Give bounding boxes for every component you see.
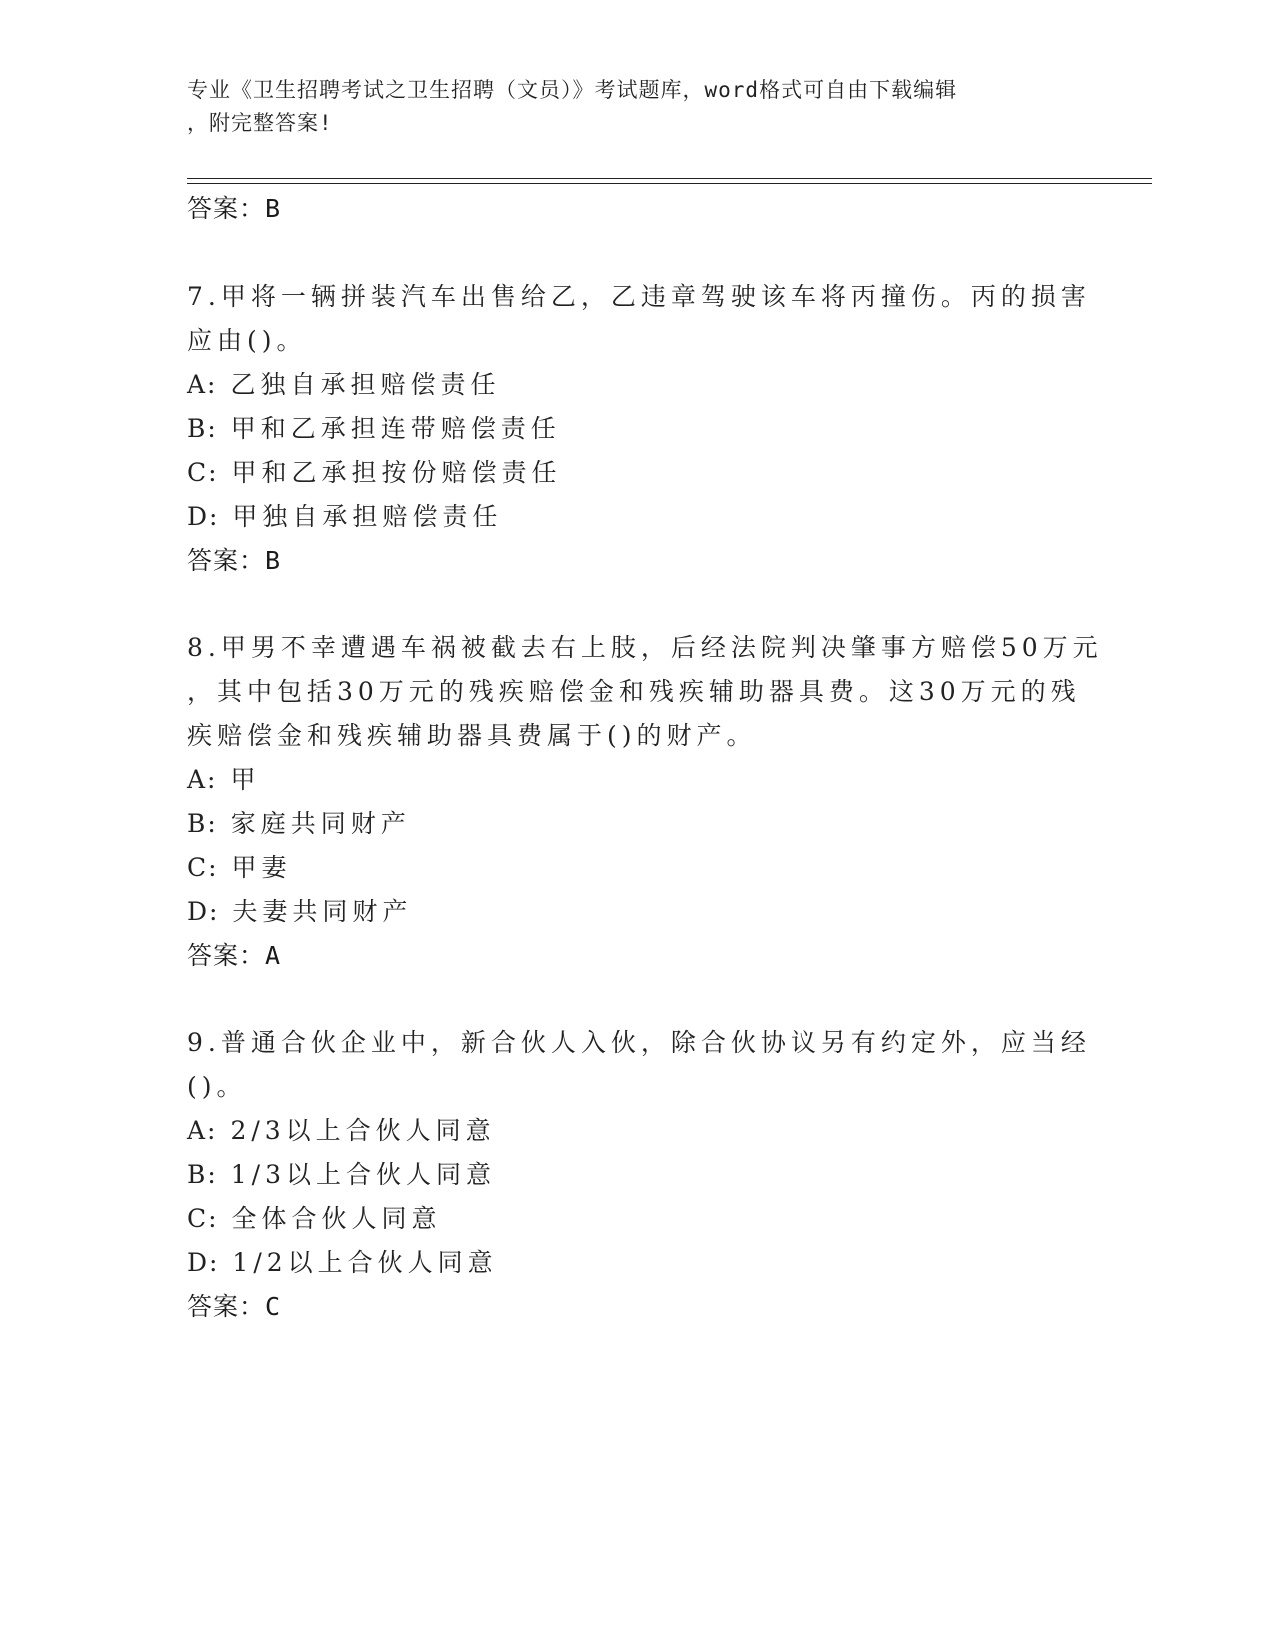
option-text: 甲和乙承担连带赔偿责任 — [230, 414, 561, 443]
question-7-option-d — [187, 501, 502, 533]
answer-label: 答案： — [187, 941, 266, 970]
option-letter: B: — [187, 1160, 218, 1189]
option-text: 1/2以上合伙人同意 — [232, 1248, 498, 1277]
option-text: 夫妻共同财产 — [232, 897, 413, 926]
question-9-answer — [187, 1291, 281, 1323]
question-9-option-b — [187, 1159, 496, 1191]
option-letter: B: — [187, 414, 218, 443]
question-8-line-2: ，其中包括30万元的残疾赔偿金和残疾辅助器具费。这30万元的残 — [187, 677, 1081, 706]
option-text: 家庭共同财产 — [230, 809, 411, 838]
answer-value: B — [265, 546, 282, 575]
header-rule-top — [187, 178, 1152, 179]
question-7-option-c — [187, 457, 562, 489]
question-7-line-1: 7.甲将一辆拼装汽车出售给乙，乙违章驾驶该车将丙撞伤。丙的损害 — [187, 282, 1091, 311]
answer-value: C — [265, 1292, 282, 1321]
option-letter: A: — [187, 370, 218, 399]
question-7-option-a — [187, 369, 500, 401]
question-7-option-b — [187, 413, 561, 445]
option-letter: B: — [187, 809, 218, 838]
header-line-1: 专业《卫生招聘考试之卫生招聘（文员）》考试题库，word格式可自由下载编辑 — [187, 78, 958, 102]
question-8-option-a — [187, 764, 260, 796]
answer-value: A — [265, 941, 282, 970]
document-header — [187, 74, 1087, 140]
option-text: 全体合伙人同意 — [231, 1204, 442, 1233]
option-text: 乙独自承担赔偿责任 — [230, 370, 501, 399]
answer-label: 答案： — [187, 194, 266, 223]
option-letter: C: — [187, 853, 219, 882]
header-line-2: ，附完整答案! — [187, 111, 333, 135]
question-8-option-d — [187, 896, 412, 928]
answer-label: 答案： — [187, 546, 266, 575]
option-text: 甲妻 — [231, 853, 292, 882]
question-8-line-3: 疾赔偿金和残疾辅助器具费属于()的财产。 — [187, 721, 757, 750]
question-8-option-b — [187, 808, 411, 840]
option-letter: D: — [187, 1248, 220, 1277]
option-letter: C: — [187, 1204, 219, 1233]
question-8-answer — [187, 940, 281, 972]
answer-label: 答案： — [187, 1292, 266, 1321]
option-text: 甲 — [230, 765, 261, 794]
answer-line — [187, 193, 281, 225]
option-letter: A: — [187, 1116, 218, 1145]
option-text: 1/3以上合伙人同意 — [230, 1160, 496, 1189]
option-text: 2/3以上合伙人同意 — [230, 1116, 496, 1145]
question-7-answer — [187, 545, 281, 577]
question-9-option-d — [187, 1247, 498, 1279]
answer-value: B — [265, 194, 282, 223]
question-8-option-c — [187, 852, 292, 884]
option-letter: D: — [187, 502, 220, 531]
question-9-line-2: ()。 — [187, 1072, 247, 1101]
question-9-option-c — [187, 1203, 442, 1235]
question-9-line-1: 9.普通合伙企业中，新合伙人入伙，除合伙协议另有约定外，应当经 — [187, 1028, 1091, 1057]
option-text: 甲和乙承担按份赔偿责任 — [231, 458, 562, 487]
question-8-line-1: 8.甲男不幸遭遇车祸被截去右上肢，后经法院判决肇事方赔偿50万元 — [187, 633, 1103, 662]
option-letter: C: — [187, 458, 219, 487]
question-9-option-a — [187, 1115, 496, 1147]
question-7-line-2: 应由()。 — [187, 326, 307, 355]
option-text: 甲独自承担赔偿责任 — [232, 502, 503, 531]
option-letter: A: — [187, 765, 218, 794]
header-rule-bottom — [187, 183, 1152, 184]
option-letter: D: — [187, 897, 220, 926]
